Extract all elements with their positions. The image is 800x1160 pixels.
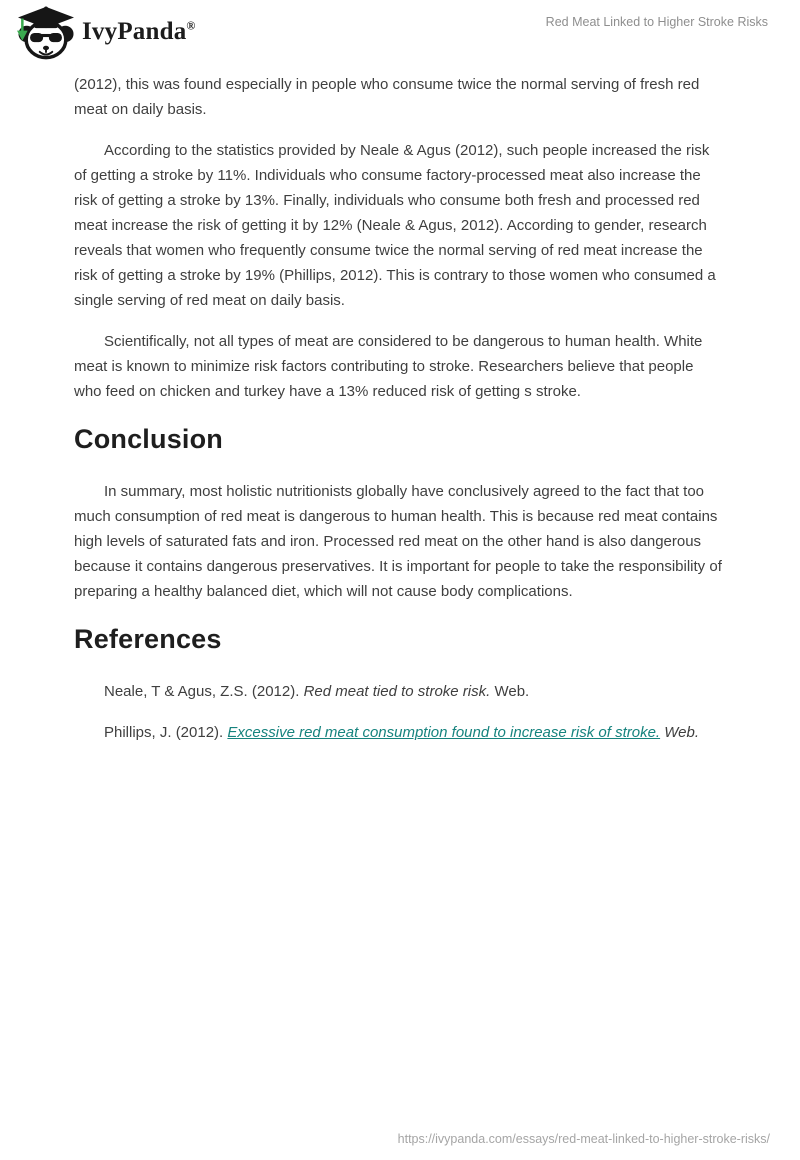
reference-web-text-italic: Web. — [660, 724, 699, 741]
reference-title-link[interactable]: Excessive red meat consumption found to increase risk of stroke. — [227, 724, 661, 741]
paragraph-conclusion: In summary, most holistic nutritionists globally have conclusively agreed to the fact that too much consumption of red meat is dangerous to human health. This is because red meat contains high levels of saturated fats and iron. Processed red meat on the other hand is also dangerous because it contains dangerous preservatives. It is important for people to take the responsibility of preparing a healthy balanced diet, which will not cause body complications. — [74, 483, 722, 600]
conclusion-heading: Conclusion — [74, 424, 223, 454]
references-heading: References — [74, 624, 222, 654]
reference-title-italic: Red meat tied to stroke risk. — [303, 683, 491, 700]
article-body — [74, 0, 722, 745]
paragraph-white-meat: Scientifically, not all types of meat are considered to be dangerous to human health. White meat is known to minimize risk factors contributing to stroke. Researchers believe that people who feed on chicken and turkey have a 13% reduced risk of getting s stroke. — [74, 333, 703, 400]
panda-graduate-icon — [14, 5, 78, 61]
ivypanda-logo — [14, 5, 78, 61]
reference-entry-neale — [74, 679, 722, 704]
reference-author-text: Neale, T & Agus, Z.S. (2012). — [104, 683, 304, 700]
reference-entry-phillips — [74, 720, 722, 745]
reference-author-text: Phillips, J. (2012). — [104, 724, 228, 741]
registered-mark: ® — [186, 18, 196, 33]
header-document-title: Red Meat Linked to Higher Stroke Risks — [545, 15, 768, 29]
logo-text: IvyPanda — [82, 18, 187, 45]
paragraph-continuation: (2012), this was found especially in people who consume twice the normal serving of fresh red meat on daily basis. — [74, 76, 700, 118]
reference-web-text: Web. — [490, 683, 530, 700]
footer-source-url: https://ivypanda.com/essays/red-meat-linked-to-higher-stroke-risks/ — [397, 1132, 770, 1146]
paragraph-statistics: According to the statistics provided by Neale & Agus (2012), such people increased the risk of getting a stroke by 11%. Individuals who consume factory-processed meat also increase the risk of getting a stroke by 13%. Finally, individuals who consume both fresh and processed red meat increase the risk of getting it by 12% (Neale & Agus, 2012). According to gender, research reveals that women who frequently consume twice the normal serving of red meat increase the risk of getting a stroke by 19% (Phillips, 2012). This is contrary to those women who consumed a single serving of red meat on daily basis. — [74, 142, 716, 309]
